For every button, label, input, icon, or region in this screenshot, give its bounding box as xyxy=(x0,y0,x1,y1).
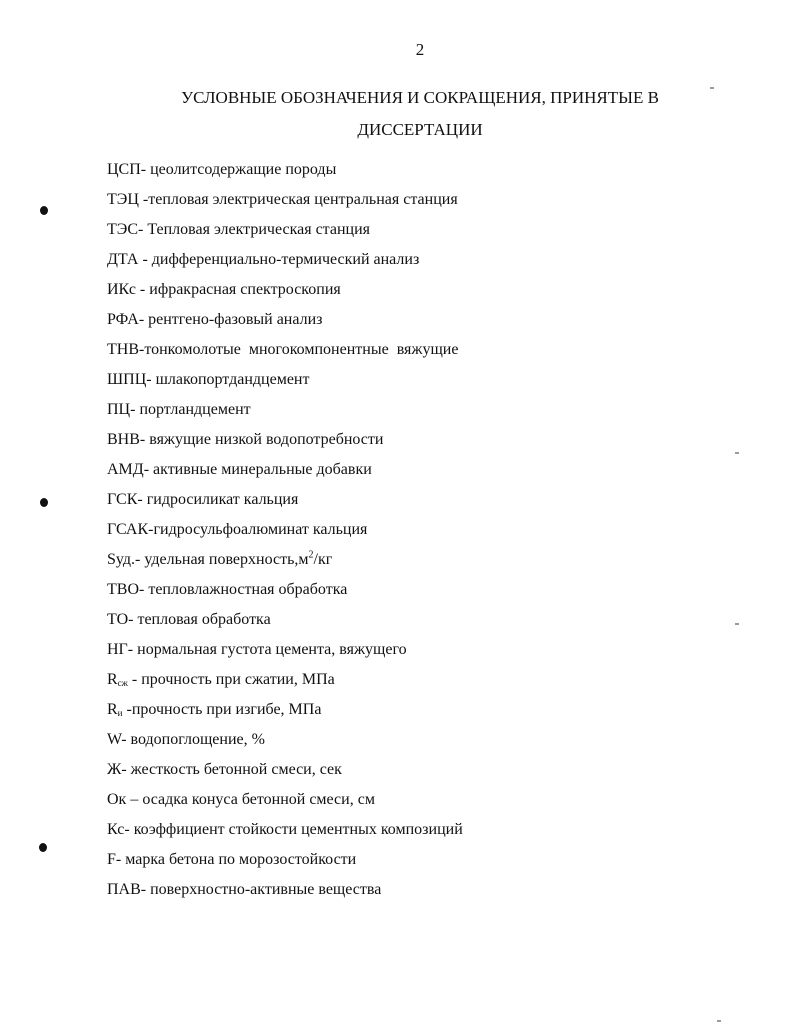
abbreviation-text: ГСК- гидросиликат кальция xyxy=(107,491,299,508)
scan-speck xyxy=(735,623,739,625)
abbreviation-text: НГ- нормальная густота цемента, вяжущего xyxy=(107,641,407,658)
abbreviation-item xyxy=(107,515,767,545)
abbreviation-item xyxy=(107,875,767,905)
abbreviation-item xyxy=(107,485,767,515)
abbreviation-item xyxy=(107,605,767,635)
punch-hole-mark xyxy=(40,206,48,215)
abbreviation-text: АМД- активные минеральные добавки xyxy=(107,461,372,478)
abbreviation-text: ВНВ- вяжущие низкой водопотребности xyxy=(107,431,384,448)
abbreviation-item xyxy=(107,665,767,695)
abbreviation-text: Ж- жесткость бетонной смеси, сек xyxy=(107,761,342,778)
abbreviation-text: ТО- тепловая обработка xyxy=(107,611,271,628)
abbreviation-symbol: R xyxy=(107,671,118,688)
punch-hole-mark xyxy=(39,843,47,852)
subscript-index: и xyxy=(117,708,123,718)
abbreviation-list xyxy=(107,155,767,905)
abbreviation-item xyxy=(107,275,767,305)
scan-speck xyxy=(710,87,714,89)
abbreviation-item xyxy=(107,635,767,665)
page-title-line-2: ДИССЕРТАЦИИ xyxy=(357,120,483,139)
abbreviation-text: W- водопоглощение, % xyxy=(107,731,265,748)
page-title-line-1: УСЛОВНЫЕ ОБОЗНАЧЕНИЯ И СОКРАЩЕНИЯ, ПРИНЯТЫЕ В xyxy=(181,88,659,107)
abbreviation-item xyxy=(107,845,767,875)
subscript-index: сж xyxy=(117,678,128,688)
abbreviation-item xyxy=(107,245,767,275)
abbreviation-item xyxy=(107,215,767,245)
abbreviation-text: -прочность при изгибе, МПа xyxy=(122,701,322,718)
abbreviation-symbol: R xyxy=(107,701,118,718)
abbreviation-text: Sуд.- удельная поверхность,м xyxy=(107,551,309,568)
abbreviation-item xyxy=(107,725,767,755)
abbreviation-text: ГСАК-гидросульфоалюминат кальция xyxy=(107,521,368,538)
abbreviation-item xyxy=(107,695,767,725)
abbreviation-text: ПЦ- портландцемент xyxy=(107,401,251,418)
abbreviation-item xyxy=(107,755,767,785)
abbreviation-item xyxy=(107,785,767,815)
abbreviation-item xyxy=(107,305,767,335)
abbreviation-text: - прочность при сжатии, МПа xyxy=(127,671,335,688)
abbreviation-unit: /кг xyxy=(313,551,333,568)
abbreviation-item xyxy=(107,545,767,575)
abbreviation-item xyxy=(107,395,767,425)
abbreviation-item xyxy=(107,155,767,185)
superscript-exponent: 2 xyxy=(308,549,314,561)
abbreviation-text: ЦСП- цеолитсодержащие породы xyxy=(107,161,337,178)
page-title xyxy=(0,82,799,146)
abbreviation-item xyxy=(107,455,767,485)
abbreviation-text: ПАВ- поверхностно-активные вещества xyxy=(107,881,382,898)
abbreviation-text: ТЭС- Тепловая электрическая станция xyxy=(107,221,371,238)
abbreviation-item xyxy=(107,185,767,215)
abbreviation-text: Ок – осадка конуса бетонной смеси, см xyxy=(107,791,375,808)
abbreviation-text: Кс- коэффициент стойкости цементных композиций xyxy=(107,821,463,838)
abbreviation-text: ДТА - дифференциально-термический анализ xyxy=(107,251,420,268)
abbreviation-text: ТЭЦ -тепловая электрическая центральная станция xyxy=(107,191,458,208)
abbreviation-item xyxy=(107,365,767,395)
abbreviation-text: ТВО- тепловлажностная обработка xyxy=(107,581,348,598)
abbreviation-item xyxy=(107,575,767,605)
punch-hole-mark xyxy=(40,498,48,507)
abbreviation-item xyxy=(107,425,767,455)
abbreviation-item xyxy=(107,815,767,845)
abbreviation-text: ШПЦ- шлакопортдандцемент xyxy=(107,371,310,388)
abbreviation-text: ИКс - ифракрасная спектроскопия xyxy=(107,281,341,298)
scan-speck xyxy=(735,452,739,454)
page-number: 2 xyxy=(415,40,425,59)
abbreviation-text: F- марка бетона по морозостойкости xyxy=(107,851,357,868)
abbreviation-text: ТНВ-тонкомолотые многокомпонентные вяжущие xyxy=(107,341,459,358)
abbreviation-text: РФА- рентгено-фазовый анализ xyxy=(107,311,323,328)
scan-speck xyxy=(717,1020,721,1022)
abbreviation-item xyxy=(107,335,767,365)
